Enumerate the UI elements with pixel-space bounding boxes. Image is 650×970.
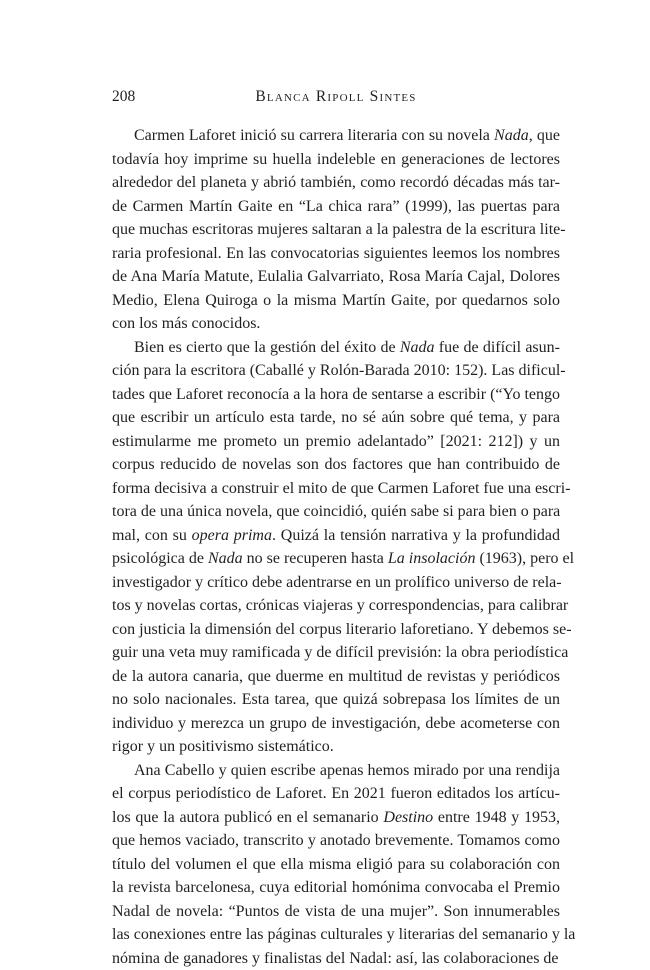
text-line: corpus reducido de novelas son dos factores que han contribuido de — [112, 453, 560, 477]
text-line: rigor y un positivismo sistemático. — [112, 735, 560, 759]
text-line: el corpus periodístico de Laforet. En 2021 fueron editados los artícu- — [112, 782, 560, 806]
page-number: 208 — [112, 88, 135, 106]
body-text — [112, 124, 560, 970]
text-line: que escribir un artículo esta tarde, no sé aún sobre qué tema, y para — [112, 406, 560, 430]
text-line: tades que Laforet reconocía a la hora de sentarse a escribir (“Yo tengo — [112, 383, 560, 407]
text-line: Nadal de novela: “Puntos de vista de una mujer”. Son innumerables — [112, 900, 560, 924]
text-line: individuo y merezca un grupo de investigación, debe acometerse con — [112, 712, 560, 736]
text-line: que hemos vaciado, transcrito y anotado brevemente. Tomamos como — [112, 829, 560, 853]
text-line: todavía hoy imprime su huella indeleble en generaciones de lectores — [112, 148, 560, 172]
text-line: ción para la escritora (Caballé y Rolón-Barada 2010: 152). Las dificul- — [112, 359, 560, 383]
text-line: las conexiones entre las páginas culturales y literarias del semanario y la — [112, 923, 560, 947]
text-line: los que la autora publicó en el semanario Destino entre 1948 y 1953, — [112, 806, 560, 830]
paragraph — [112, 759, 560, 970]
page-header — [112, 88, 560, 112]
text-line: raria profesional. En las convocatorias siguientes leemos los nombres — [112, 242, 560, 266]
text-line: Ana Cabello y quien escribe apenas hemos mirado por una rendija — [112, 759, 560, 783]
text-line: la revista barcelonesa, cuya editorial homónima convocaba el Premio — [112, 876, 560, 900]
text-line: de Carmen Martín Gaite en “La chica rara” (1999), las puertas para — [112, 195, 560, 219]
text-line: título del volumen el que ella misma eligió para su colaboración con — [112, 853, 560, 877]
running-head: Blanca Ripoll Sintes — [112, 88, 560, 106]
text-line: tos y novelas cortas, crónicas viajeras y correspondencias, para calibrar — [112, 594, 560, 618]
text-line: psicológica de Nada no se recuperen hasta La insolación (1963), pero el — [112, 547, 560, 571]
text-line: con los más conocidos. — [112, 312, 560, 336]
text-line: no solo nacionales. Esta tarea, que quizá sobrepasa los límites de un — [112, 688, 560, 712]
paragraph — [112, 124, 560, 336]
paragraph — [112, 336, 560, 759]
text-line: de la autora canaria, que duerme en multitud de revistas y periódicos — [112, 665, 560, 689]
text-line: guir una veta muy ramificada y de difícil previsión: la obra periodística — [112, 641, 560, 665]
text-line: nómina de ganadores y finalistas del Nadal: así, las colaboraciones de — [112, 947, 560, 970]
text-line: que muchas escritoras mujeres saltaran a la palestra de la escritura lite- — [112, 218, 560, 242]
text-line: alrededor del planeta y abrió también, como recordó décadas más tar- — [112, 171, 560, 195]
text-line: estimularme me prometo un premio adelantado” [2021: 212]) y un — [112, 430, 560, 454]
text-line: de Ana María Matute, Eulalia Galvarriato, Rosa María Cajal, Dolores — [112, 265, 560, 289]
text-line: tora de una única novela, que coincidió, quién sabe si para bien o para — [112, 500, 560, 524]
text-line: con justicia la dimensión del corpus literario laforetiano. Y debemos se- — [112, 618, 560, 642]
text-line: Bien es cierto que la gestión del éxito de Nada fue de difícil asun- — [112, 336, 560, 360]
text-line: investigador y crítico debe adentrarse en un prolífico universo de rela- — [112, 571, 560, 595]
text-line: Medio, Elena Quiroga o la misma Martín Gaite, por quedarnos solo — [112, 289, 560, 313]
text-line: mal, con su opera prima. Quizá la tensión narrativa y la profundidad — [112, 524, 560, 548]
text-line: forma decisiva a construir el mito de que Carmen Laforet fue una escri- — [112, 477, 560, 501]
text-line: Carmen Laforet inició su carrera literaria con su novela Nada, que — [112, 124, 560, 148]
